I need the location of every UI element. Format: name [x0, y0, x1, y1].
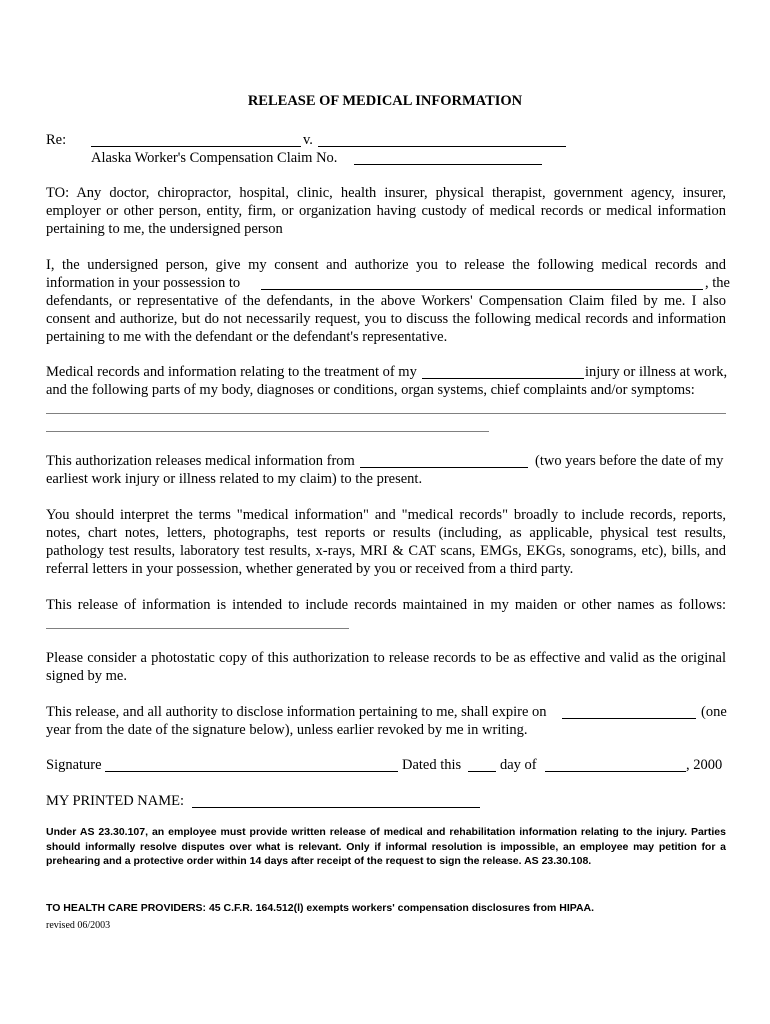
printed-name-field[interactable] — [192, 807, 480, 808]
hipaa-notice: TO HEALTH CARE PROVIDERS: 45 C.F.R. 164.512(l) exempts workers' compensation disclosures from HIPAA. — [46, 902, 595, 914]
consent-line-1: I, the undersigned person, give my consent and authorize you to release the following medical records and — [46, 257, 726, 273]
interpret-paragraph: You should interpret the terms "medical information" and "medical records" broadly to include records, reports, notes, chart notes, letters, photographs, test reports or results (including, as applicable, physical test results, pathology test results, laboratory test results, x-rays, MRI & CAT scans, EMGs, EKGs, sonograms, etc), bills, and referral letters in your possession, whether generated by you or received from a third party. — [46, 507, 726, 577]
claimant-name-field[interactable] — [91, 146, 301, 147]
re-label: Re: — [46, 132, 67, 148]
to-paragraph: TO: Any doctor, chiropractor, hospital, clinic, health insurer, physical therapist, government agency, insurer, employer or other person, entity, firm, or organization having custody of medical records or medical information pertaining to me, the undersigned person — [46, 185, 726, 237]
signature-label: Signature — [46, 757, 102, 773]
authorization-suffix: (two years before the date of my — [535, 453, 724, 469]
expiration-date-field[interactable] — [562, 718, 696, 719]
maiden-names-line: This release of information is intended to include records maintained in my maiden or other names as follows: — [46, 597, 726, 613]
authorization-line-2: earliest work injury or illness related to my claim) to the present. — [46, 471, 423, 487]
expire-suffix: (one — [701, 704, 727, 720]
release-to-field[interactable] — [261, 289, 703, 290]
day-field[interactable] — [468, 771, 496, 772]
printed-name-label: MY PRINTED NAME: — [46, 793, 185, 809]
treatment-suffix: injury or illness at work, — [585, 364, 728, 380]
consent-paragraph-rest: defendants, or representative of the defendants, in the above Workers' Compensation Claim filed by me. I also consent and authorize, but do not necessarily request, you to discuss the following medical records and information pertaining to me with the defendant or the defendant's representative. — [46, 293, 726, 345]
legal-notice: Under AS 23.30.107, an employee must provide written release of medical and rehabilitation information relating to the injury. Parties should informally resolve disputes over what is relevant. Only if informal resolution is impossible, an employee may petition for a prehearing and a protective order within 14 days after receipt of the request to sign the release. AS 23.30.108. — [46, 826, 726, 867]
defendant-name-field[interactable] — [318, 146, 566, 147]
versus-label: v. — [303, 132, 313, 148]
year-label: , 2000 — [686, 757, 723, 773]
expire-line-2: year from the date of the signature below), unless earlier revoked by me in writing. — [46, 722, 528, 738]
expire-prefix: This release, and all authority to disclose information pertaining to me, shall expire on — [46, 704, 547, 720]
body-parts-field-line-1[interactable] — [46, 413, 726, 414]
other-names-field[interactable] — [46, 628, 349, 629]
injury-type-field[interactable] — [422, 378, 584, 379]
claim-number-field[interactable] — [354, 164, 542, 165]
photostatic-paragraph: Please consider a photostatic copy of this authorization to release records to be as effective and valid as the original signed by me. — [46, 650, 726, 684]
treatment-line-2: and the following parts of my body, diagnoses or conditions, organ systems, chief complaints and/or symptoms: — [46, 382, 695, 398]
dated-label: Dated this — [402, 757, 462, 773]
day-of-label: day of — [500, 757, 537, 773]
claim-number-label: Alaska Worker's Compensation Claim No. — [91, 150, 338, 166]
revised-date: revised 06/2003 — [46, 920, 111, 931]
signature-field[interactable] — [105, 771, 398, 772]
authorization-prefix: This authorization releases medical information from — [46, 453, 355, 469]
consent-the-label: , the — [705, 275, 730, 291]
form-title: RELEASE OF MEDICAL INFORMATION — [247, 93, 523, 109]
month-field[interactable] — [545, 771, 686, 772]
treatment-prefix: Medical records and information relating to the treatment of my — [46, 364, 417, 380]
release-from-date-field[interactable] — [360, 467, 528, 468]
body-parts-field-line-2[interactable] — [46, 431, 489, 432]
consent-possession-label: information in your possession to — [46, 275, 241, 291]
